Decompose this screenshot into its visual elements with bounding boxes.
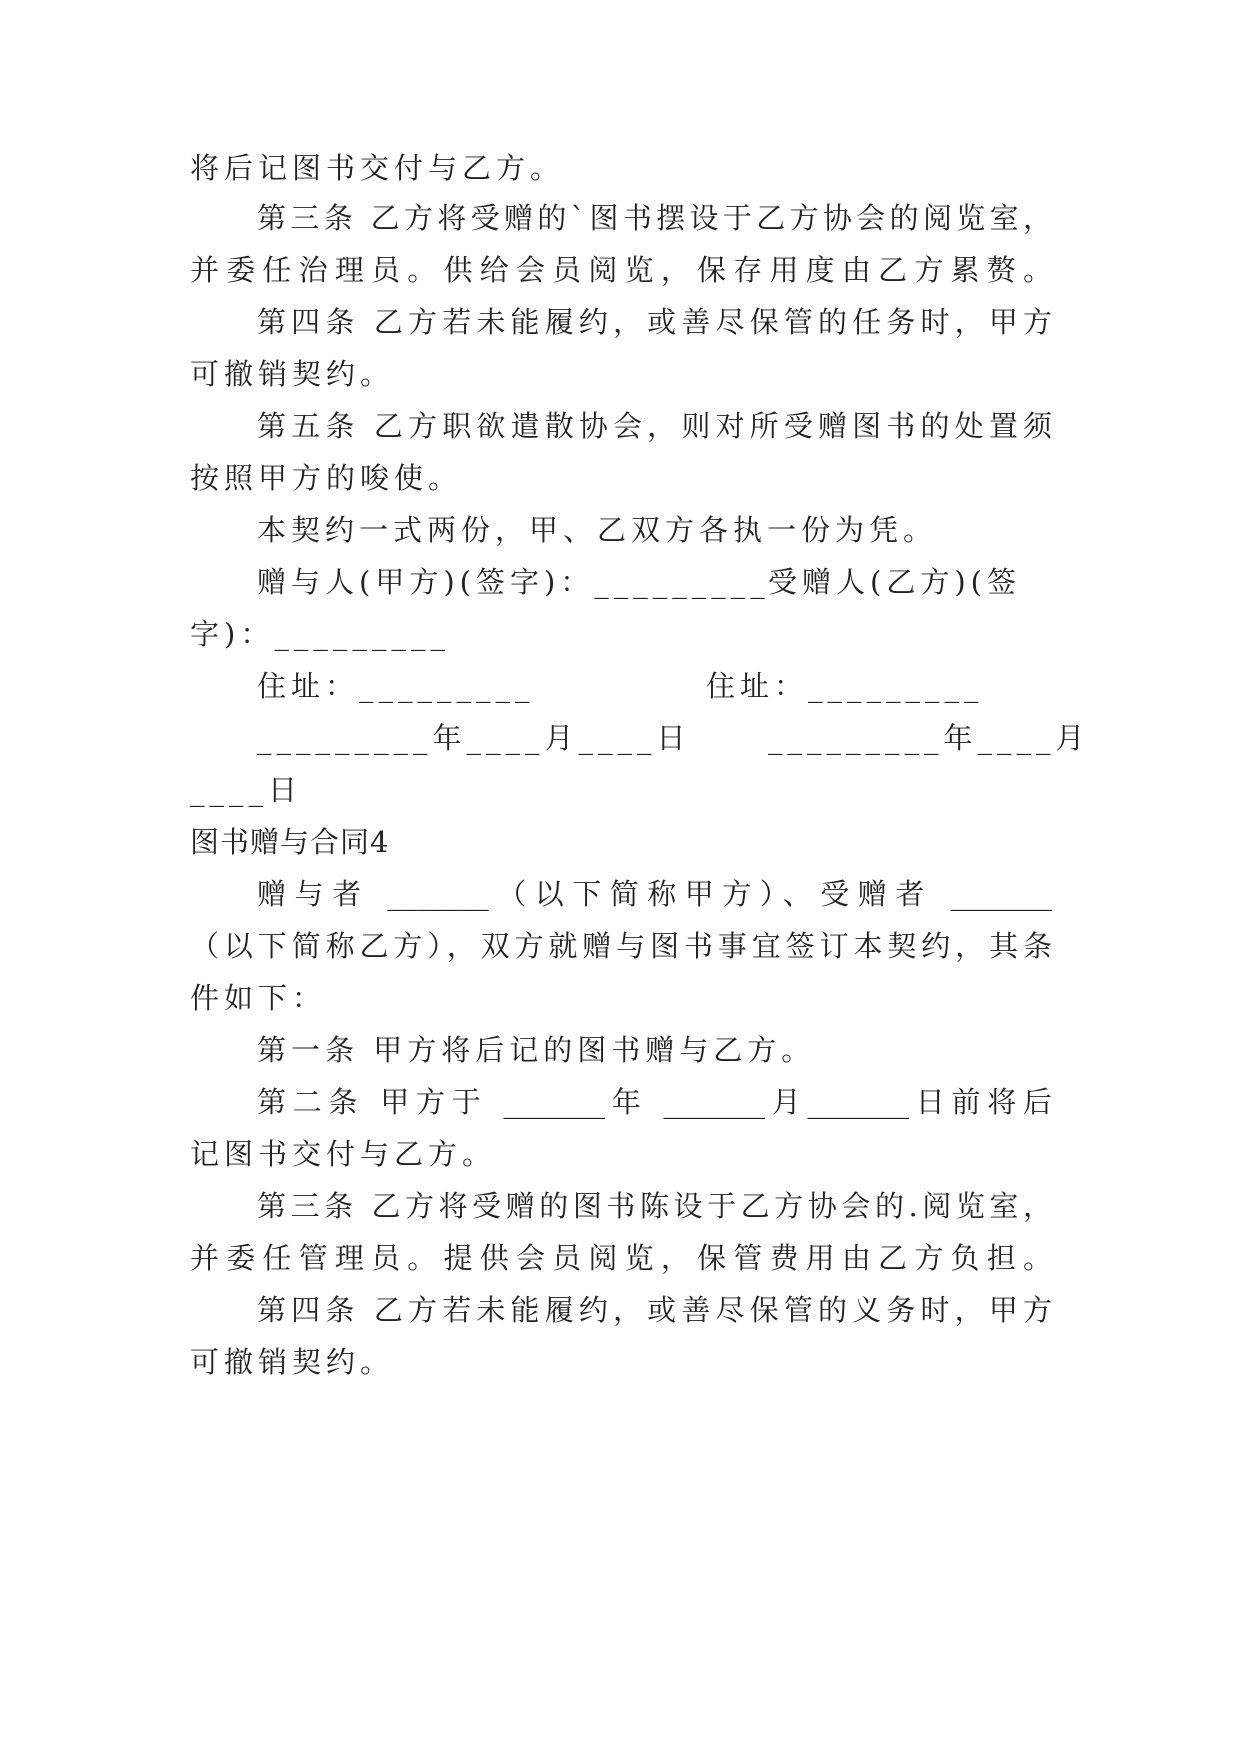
donee-signature: 受赠人(乙方)(签	[768, 565, 1021, 599]
section-title: 图书赠与合同4	[190, 825, 390, 859]
donee-date: _________年____月	[768, 721, 1090, 755]
article-5-line-1: 第五条 乙方职欲遣散协会，则对所受赠图书的处置须	[257, 409, 1052, 443]
paragraph-line: 将后记图书交付与乙方。	[190, 151, 565, 185]
article-4b-line-1: 第四条 乙方若未能履约，或善尽保管的义务时，甲方	[257, 1293, 1052, 1327]
donee-date-cont: ____日	[190, 773, 303, 807]
donor-date: _________年____月____日	[257, 721, 691, 755]
parties-line-3: 件如下：	[190, 981, 327, 1015]
donor-signature: 赠与人(甲方)(签字)：_________	[257, 565, 770, 599]
parties-line-1: 赠与者 _______（以下简称甲方）、受赠者 _______	[257, 877, 1052, 911]
article-2-line-1: 第二条 甲方于 _______年 _______月_______日前将后	[257, 1085, 1052, 1119]
article-3b-line-1: 第三条 乙方将受赠的图书陈设于乙方协会的.阅览室，	[257, 1189, 1052, 1223]
copies-clause: 本契约一式两份，甲、乙双方各执一份为凭。	[257, 513, 938, 547]
article-3-line-1: 第三条 乙方将受赠的`图书摆设于乙方协会的阅览室，	[257, 201, 1052, 235]
donee-signature-cont: 字)：_________	[190, 617, 450, 651]
article-5-line-2: 按照甲方的唆使。	[190, 461, 463, 495]
parties-line-2: （以下简称乙方），双方就赠与图书事宜签订本契约，其条	[190, 929, 1052, 963]
article-3-line-2: 并委任治理员。供给会员阅览，保存用度由乙方累赘。	[190, 253, 1052, 287]
article-3b-line-2: 并委任管理员。提供会员阅览，保管费用由乙方负担。	[190, 1241, 1052, 1275]
article-4-line-2: 可撤销契约。	[190, 357, 395, 391]
article-4-line-1: 第四条 乙方若未能履约，或善尽保管的任务时，甲方	[257, 305, 1052, 339]
article-4b-line-2: 可撤销契约。	[190, 1345, 395, 1379]
article-2-line-2: 记图书交付与乙方。	[190, 1137, 497, 1171]
donee-address: 住址：_________	[706, 669, 984, 703]
donor-address: 住址：_________	[257, 669, 535, 703]
article-1: 第一条 甲方将后记的图书赠与乙方。	[257, 1033, 816, 1067]
